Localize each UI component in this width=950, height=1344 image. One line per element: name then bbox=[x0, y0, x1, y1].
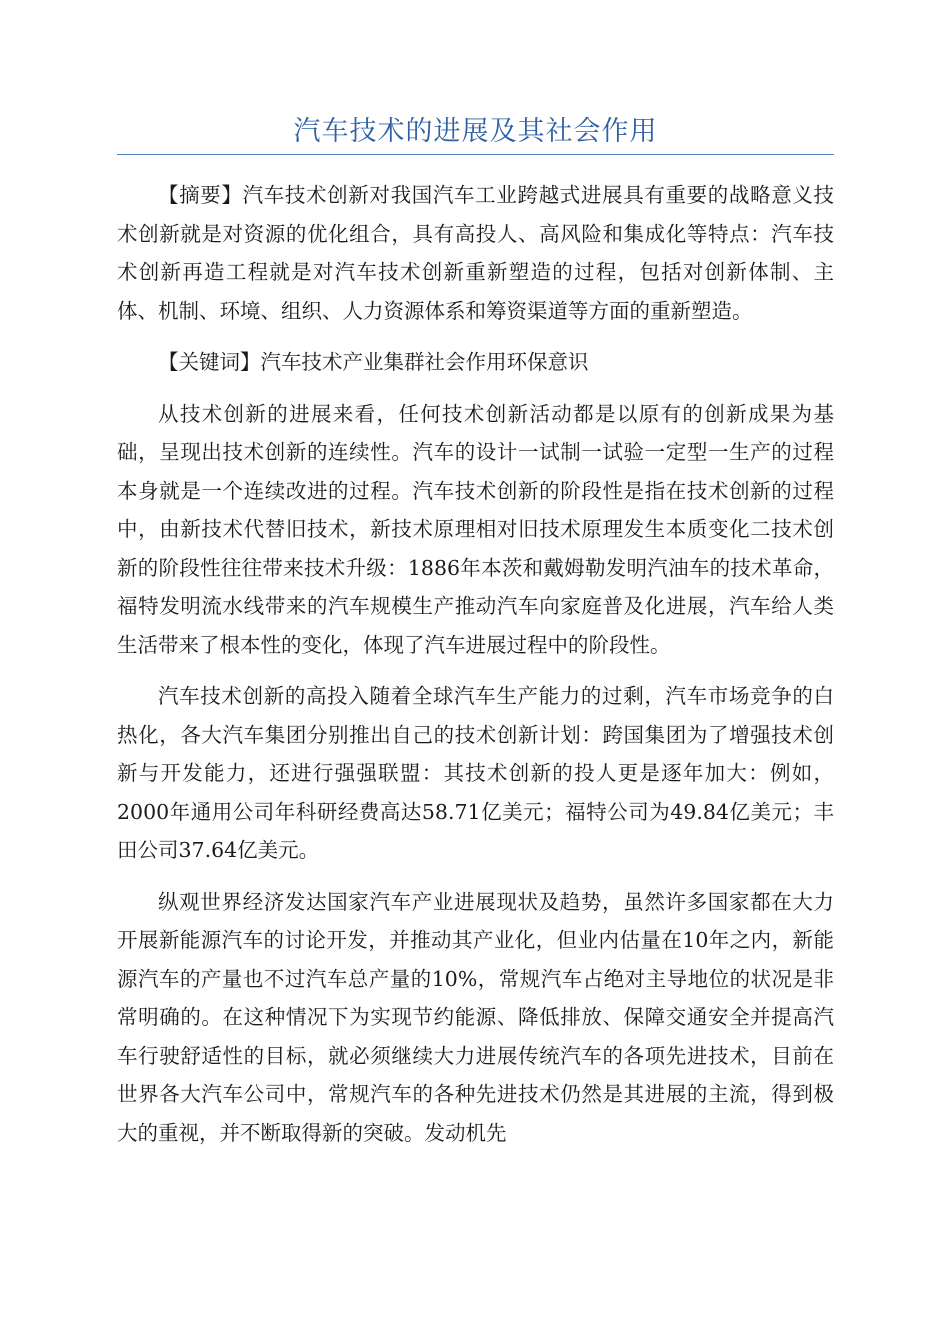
abstract-paragraph: 【摘要】汽车技术创新对我国汽车工业跨越式进展具有重要的战略意义技术创新就是对资源的优化组合，具有高投人、高风险和集成化等特点：汽车技术创新再造工程就是对汽车技术创新重新塑造的过程，包括对创新体制、主体、机制、环境、组织、人力资源体系和筹资渠道等方面的重新塑造。 bbox=[117, 183, 834, 323]
body-paragraph: 汽车技术创新的高投入随着全球汽车生产能力的过剩，汽车市场竞争的白热化，各大汽车集团分别推出自己的技术创新计划：跨国集团为了增强技术创新与开发能力，还进行强强联盟：其技术创新的投人更是逐年加大：例如，2000年通用公司年科研经费高达58.71亿美元；福特公司为49.84亿美元；丰田公司37.64亿美元。 bbox=[117, 684, 834, 862]
body-paragraph: 纵观世界经济发达国家汽车产业进展现状及趋势，虽然许多国家都在大力开展新能源汽车的讨论开发，并推动其产业化，但业内估量在10年之内，新能源汽车的产量也不过汽车总产量的10%，常规汽车占绝对主导地位的状况是非常明确的。在这种情况下为实现节约能源、降低排放、保障交通安全并提高汽车行驶舒适性的目标，就必须继续大力进展传统汽车的各项先进技术，目前在世界各大汽车公司中，常规汽车的各种先进技术仍然是其进展的主流，得到极大的重视，并不断取得新的突破。发动机先 bbox=[117, 889, 834, 1145]
document-body bbox=[117, 176, 834, 1165]
title-underline-divider bbox=[117, 154, 834, 155]
body-paragraph: 从技术创新的进展来看，任何技术创新活动都是以原有的创新成果为基础，呈现出技术创新的连续性。汽车的设计一试制一试验一定型一生产的过程本身就是一个连续改进的过程。汽车技术创新的阶段性是指在技术创新的过程中，由新技术代替旧技术，新技术原理相对旧技术原理发生本质变化二技术创新的阶段性往往带来技术升级：1886年本茨和戴姆勒发明汽油车的技术革命，福特发明流水线带来的汽车规模生产推动汽车向家庭普及化进展，汽车给人类生活带来了根本性的变化，体现了汽车进展过程中的阶段性。 bbox=[117, 401, 834, 657]
document-title: 汽车技术的进展及其社会作用 bbox=[293, 116, 658, 147]
keywords-paragraph: 【关键词】汽车技术产业集群社会作用环保意识 bbox=[158, 350, 589, 374]
